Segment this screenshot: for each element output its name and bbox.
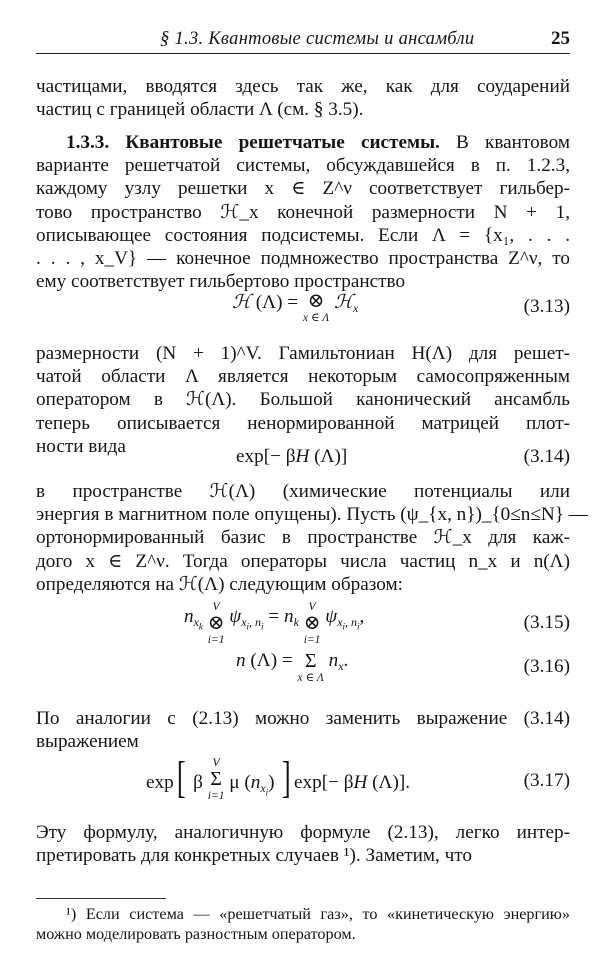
sum-operator: V Σ i=1: [207, 755, 225, 802]
tensor-product-operator: V ⊗ i=1: [303, 599, 321, 646]
math-subscript: xi: [260, 781, 269, 798]
header-title: § 1.3. Квантовые системы и ансамбли: [160, 29, 475, 49]
text-line: размерности (N + 1)^V. Гамильтониан H(Λ) для решет-: [36, 343, 570, 364]
math-text: (Λ)].: [367, 772, 411, 793]
equation-label: (3.17): [523, 770, 570, 791]
section-heading: 1.3.3. Квантовые решетчатые системы.: [66, 132, 440, 153]
sum-operator: Σ x ∈ Λ: [297, 650, 324, 684]
math-text: (Λ)]: [309, 446, 348, 467]
equation-body: [146, 753, 411, 802]
text-line: . . . , x_V} — конечное подмножество пространства Z^ν, то: [36, 248, 570, 270]
text-line: каждому узлу решетки x ∈ Z^ν соответствует гильбер-: [36, 178, 570, 200]
text-line: выражением: [36, 731, 139, 753]
math-text: (Λ) =: [250, 292, 303, 313]
equation-body: [236, 446, 347, 468]
tensor-product-operator: V ⊗ i=1: [207, 599, 225, 646]
math-text: ψ: [325, 606, 338, 627]
math-text: ℋ: [334, 292, 353, 313]
running-header: [36, 26, 570, 56]
math-text: n: [328, 650, 339, 671]
text-line: По аналогии с (2.13) можно заменить выражение (3.14): [36, 708, 570, 729]
math-text: ψ: [229, 606, 242, 627]
math-text: μ (: [229, 772, 251, 793]
math-text: n: [236, 650, 246, 671]
math-text: n: [184, 606, 194, 627]
footnote-line: ¹) Если система — «решетчатый газ», то «кинетическую энергию»: [66, 905, 570, 923]
math-text: n: [250, 772, 261, 793]
math-text: n: [283, 606, 294, 627]
text-line: Эту формулу, аналогичную формуле (2.13), легко интер-: [36, 822, 570, 843]
text-line: варианте решетчатой системы, обсуждавшейся в п. 1.2.3,: [36, 155, 570, 177]
text-line: дого x ∈ Z^ν. Тогда операторы числа частиц n_x и n(Λ): [36, 550, 570, 572]
paragraph-4: [36, 480, 588, 596]
section-1-3-3: [36, 131, 570, 293]
text-line: определяются на ℋ(Λ) следующим образом:: [36, 573, 403, 595]
left-bracket: [: [176, 753, 186, 802]
text-line: чатой области Λ является некоторым самосопряженным: [36, 366, 570, 388]
math-text: ℋ: [232, 292, 251, 313]
equation-3-13: [36, 290, 570, 334]
equation-label: (3.14): [523, 446, 570, 467]
footnote: [36, 904, 570, 944]
math-text: (Λ) =: [245, 650, 298, 671]
math-subscript: x: [352, 301, 359, 315]
text-line: энергия в магнитном поле опущены). Пусть (ψ_{x, n})_{0≤n≤N} —: [36, 504, 588, 526]
equation-3-16: [36, 650, 570, 694]
paragraph-6: [36, 821, 570, 867]
text-line: частиц с границей области Λ (см. § 3.5).: [36, 99, 364, 121]
footnote-rule: [36, 898, 166, 899]
math-subscript: xi, ni: [241, 615, 264, 632]
text-line: оператором в ℋ(Λ). Большой канонический ансамбль: [36, 389, 570, 411]
text-line: тово пространство ℋ_x конечной размерности N + 1,: [36, 201, 570, 223]
math-text: .: [343, 650, 349, 671]
math-text: exp: [146, 772, 174, 793]
text-line: частицами, вводятся здесь так же, как для соударений: [36, 76, 570, 97]
text-line: претировать для конкретных случаев ¹). Заметим, что: [36, 845, 473, 867]
equation-label: (3.16): [523, 656, 570, 677]
equation-body: [232, 290, 358, 324]
equation-label: (3.15): [523, 612, 570, 633]
section-first-line: [36, 131, 570, 154]
right-bracket: ]: [282, 753, 292, 802]
math-text: ,: [359, 606, 365, 627]
text-line: ортонормированный базис в пространстве ℋ_x для каж-: [36, 527, 570, 549]
math-subscript: xi, ni: [337, 615, 360, 632]
math-subscript: k: [293, 615, 299, 629]
math-text: =: [268, 606, 284, 627]
equation-body: [184, 600, 364, 646]
text-line: в пространстве ℋ(Λ) (химические потенциалы или: [36, 481, 570, 502]
text-line: ему соответствует гильбертово пространство: [36, 271, 406, 293]
equation-3-15: [36, 600, 570, 648]
paragraph-3: [36, 342, 570, 458]
math-text: β: [193, 772, 208, 793]
equation-label: (3.13): [523, 296, 570, 317]
text-line: ности вида: [36, 435, 126, 457]
footnote-line: можно моделировать разностным оператором.: [36, 925, 356, 943]
tensor-product-operator: ⊗ x ∈ Λ: [302, 290, 330, 324]
math-text: H: [295, 446, 310, 467]
math-text: H: [353, 772, 368, 793]
paragraph-1: [36, 75, 570, 121]
equation-body: [236, 650, 348, 684]
text-line: описывающее состояния подсистемы. Если Λ = {x₁, . . .: [36, 224, 570, 246]
math-subscript: x: [338, 659, 344, 673]
text-line: теперь описывается ненормированной матрицей плот-: [36, 412, 570, 434]
math-text: ): [268, 772, 275, 793]
math-text: exp[− β: [294, 772, 354, 793]
header-rule: [36, 53, 570, 54]
math-subscript: xk: [193, 615, 203, 632]
paragraph-5: [36, 707, 570, 753]
equation-3-17: [36, 753, 570, 810]
text-fragment: В квантовом: [439, 132, 570, 153]
page-number: 25: [551, 28, 570, 49]
math-text: exp[− β: [236, 446, 296, 467]
